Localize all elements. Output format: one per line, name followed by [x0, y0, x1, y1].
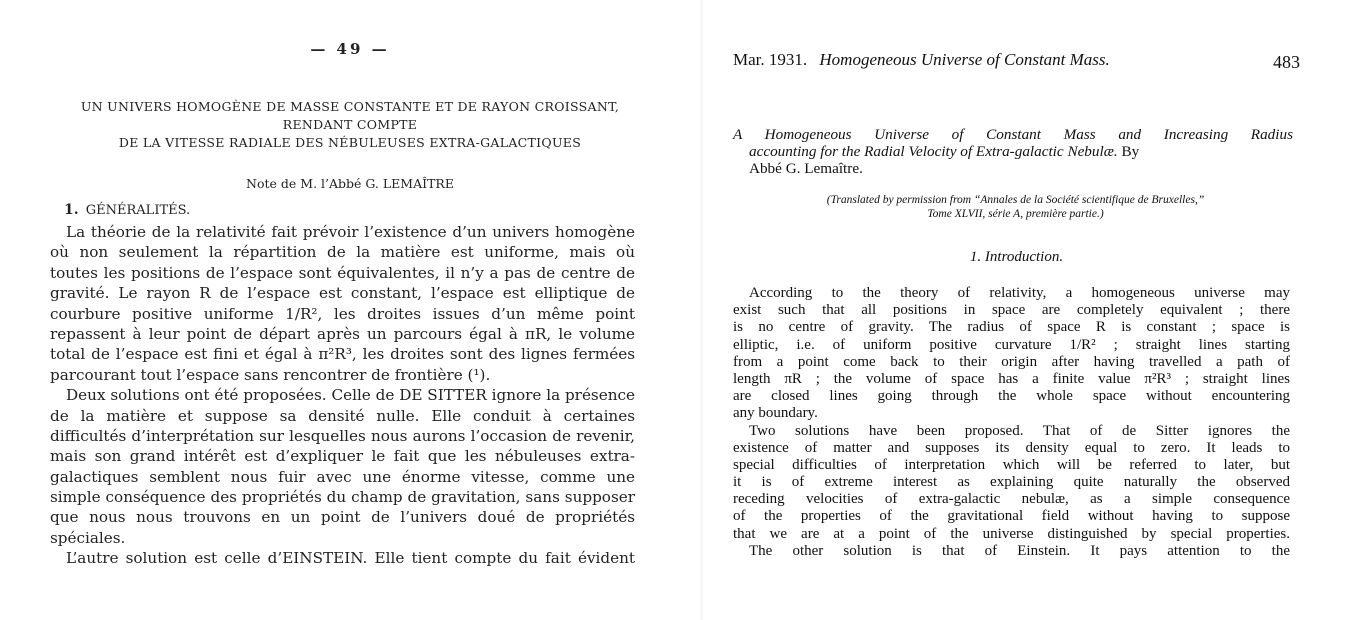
text-line: special difficulties of interpretation which will be referred to later, but — [733, 456, 1290, 473]
text-line: exist such that all positions in space are completely equivalent ; there — [733, 302, 1290, 319]
text-line: elliptic, i.e. of uniform positive curvature 1/R² ; straight lines starting — [733, 336, 1290, 353]
header-title: Homogeneous Universe of Constant Mass. — [819, 50, 1110, 69]
page-number: 483 — [1273, 52, 1300, 72]
text-line: simple conséquence des propriétés du champ de gravitation, sans supposer — [50, 488, 635, 507]
text-line: length πR ; the volume of space has a finite value π²R³ ; straight lines — [733, 370, 1290, 387]
text-line: is no centre of gravity. The radius of space R is constant ; space is — [733, 319, 1290, 336]
text-line: any boundary. — [733, 405, 818, 422]
text-line: que nous nous trouvons en un point de l’univers doué de propriétés — [50, 508, 635, 527]
text-line-cut-off: The other solution is that of Einstein. It pays attention to the — [749, 542, 1290, 559]
text-line: According to the theory of relativity, a homogeneous universe may — [749, 285, 1290, 301]
text-line: courbure positive uniforme 1/R², les droites issues d’un même point — [50, 304, 635, 323]
text-line: total de l’espace est fini et égal à π²R³, les droites sont des lignes fermées — [50, 345, 635, 364]
section-heading: 1. Introduction. — [969, 249, 1064, 265]
right-page-english — [703, 0, 1350, 620]
text-line: Deux solutions ont été proposées. Celle de DE SITTER ignore la présence — [66, 386, 635, 405]
text-line: de la matière et suppose sa densité nulle. Elle conduit à certaines — [50, 406, 635, 425]
author-note: Note de M. l’Abbé G. LEMAÎTRE — [246, 176, 454, 191]
text-line: repassent à leur point de départ après un parcours égal à πR, le volume — [50, 324, 635, 343]
title-line: DE LA VITESSE RADIALE DES NÉBULEUSES EXTRA-GALACTIQUES — [118, 135, 582, 150]
title-line: RENDANT COMPTE — [282, 117, 418, 132]
text-line: are closed lines going through the whole space without encountering — [733, 388, 1290, 405]
text-line: toutes les positions de l’espace sont équivalentes, il n’y a pas de centre de — [50, 263, 635, 282]
translation-line: (Translated by permission from “Annales de la Société scientifique de Bruxelles,” — [826, 194, 1205, 206]
section-heading — [64, 202, 190, 218]
text-line: Two solutions have been proposed. That of de Sitter ignores the — [749, 422, 1290, 439]
translation-note — [743, 193, 1288, 221]
section-number: 1. — [64, 202, 79, 218]
text-line: existence of matter and supposes its density equal to zero. It leads to — [733, 439, 1290, 456]
header-date: Mar. 1931. — [733, 50, 808, 69]
text-line: it is of extreme interest as explaining quite naturally the observed — [733, 474, 1290, 491]
page-number: — 49 — — [310, 40, 390, 58]
title-line: UN UNIVERS HOMOGÈNE DE MASSE CONSTANTE ET DE RAYON CROISSANT, — [80, 99, 620, 114]
title-line: accounting for the Radial Velocity of Extra-galactic Nebulæ. By — [749, 143, 1140, 160]
text-line: galactiques semblent nous fuir avec une énorme vitesse, comme une — [50, 467, 635, 486]
text-line: La théorie de la relativité fait prévoir l’existence d’un univers homogène — [66, 223, 635, 241]
text-line-cut-off: L’autre solution est celle d’EINSTEIN. Elle tient compte du fait évident — [66, 549, 635, 568]
text-line: difficultés d’interprétation sur lesquelles nous aurons l’occasion de revenir, — [50, 426, 635, 445]
author-line: Abbé G. Lemaître. — [749, 160, 863, 177]
body-text — [733, 285, 1290, 560]
article-title — [733, 126, 1293, 177]
article-title — [40, 98, 660, 152]
text-line: from a point come back to their origin after having travelled a path of — [733, 353, 1290, 370]
text-line: mais son grand intérêt est d’expliquer le fait que les nébuleuses extra- — [50, 447, 635, 466]
text-line: that we are at a point of the universe distinguished by special properties. — [733, 525, 1290, 542]
text-line: spéciales. — [50, 528, 126, 547]
title-line: A Homogeneous Universe of Constant Mass and Increasing Radius — [733, 126, 1293, 143]
text-line: receding velocities of extra-galactic nebulæ, as a simple consequence — [733, 491, 1290, 508]
text-line: parcourant tout l’espace sans rencontrer de frontière (¹). — [50, 365, 491, 384]
title-by: By — [1121, 143, 1140, 160]
text-line: gravité. Le rayon R de l’espace est constant, l’espace est elliptique de — [50, 284, 635, 303]
running-header — [733, 50, 1300, 70]
text-line: of the properties of the gravitational field without having to suppose — [733, 508, 1290, 525]
text-line: où non seulement la répartition de la matière est uniforme, mais où — [50, 243, 635, 262]
section-title: GÉNÉRALITÉS. — [85, 203, 191, 218]
translation-line: Tome XLVII, série A, première partie.) — [927, 208, 1104, 220]
body-text — [50, 222, 635, 569]
